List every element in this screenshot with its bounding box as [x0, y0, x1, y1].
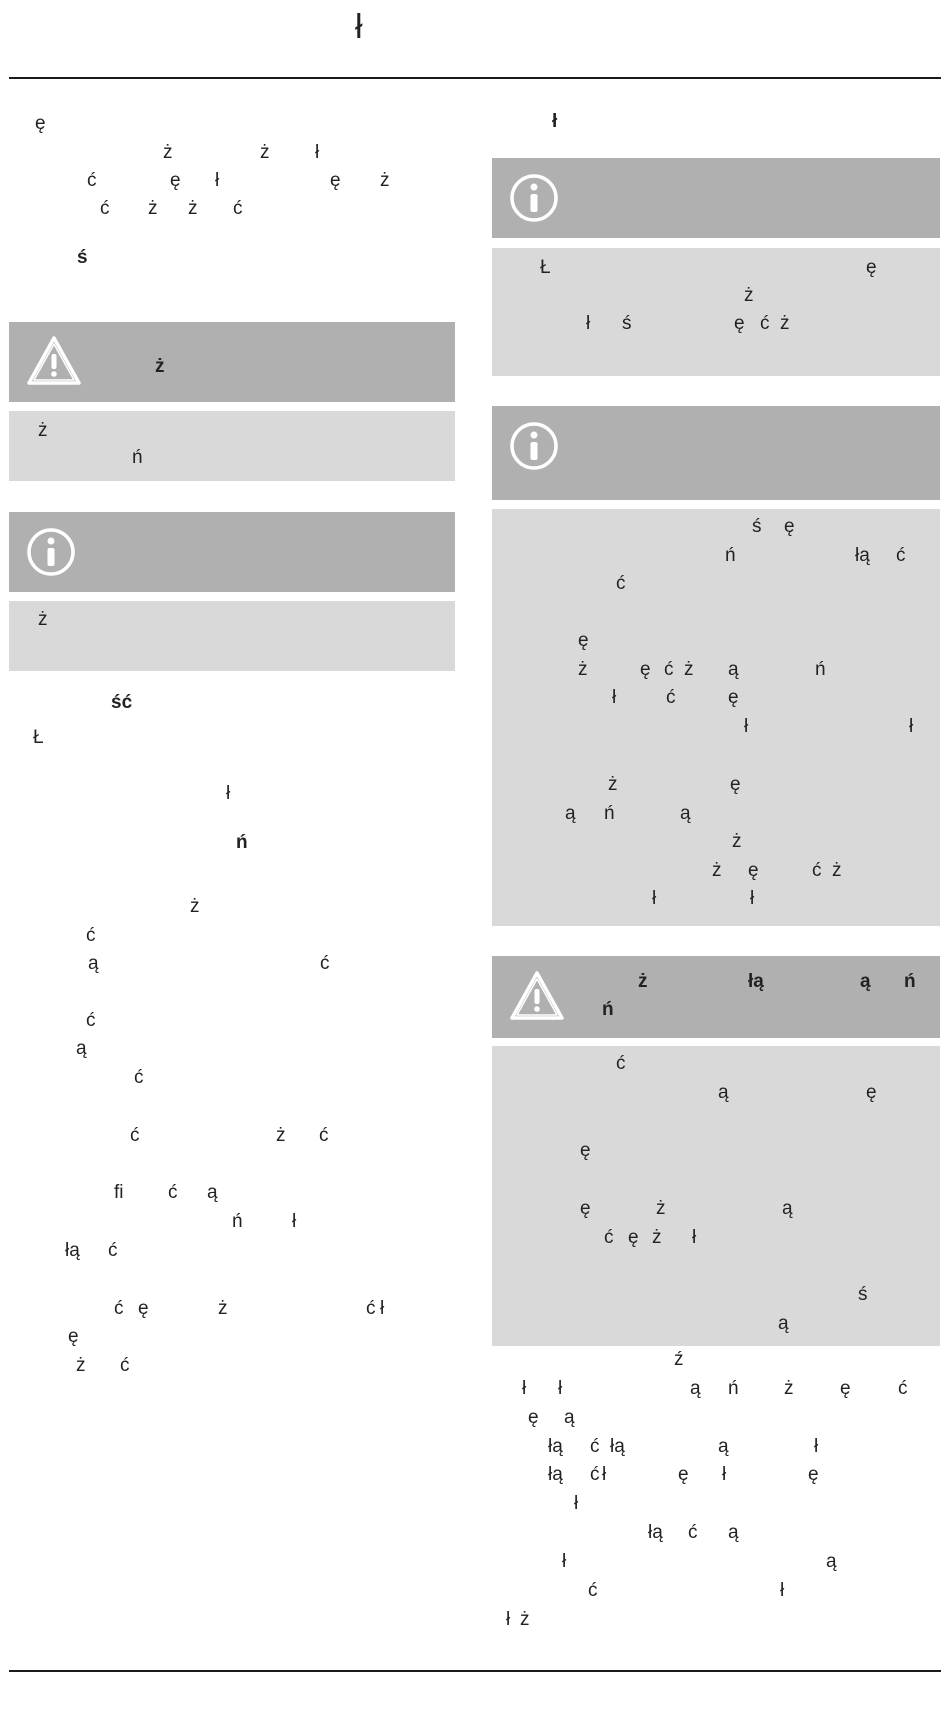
body-text-fragment: ł [380, 1298, 385, 1319]
info-text-fragment: ę [730, 774, 741, 795]
body-text-fragment: ą [88, 953, 99, 974]
info-text-fragment: ż [578, 659, 588, 680]
info-text-fragment: łą [855, 545, 870, 566]
warning-text-fragment: ę [866, 1082, 877, 1103]
intro-text-fragment: ł [215, 170, 220, 191]
page-header-glyph: ł [355, 8, 363, 46]
body-text-fragment: ł [506, 1609, 511, 1630]
info-text-fragment: ć [666, 687, 676, 708]
body-text-fragment: ń [728, 1378, 739, 1399]
intro-text-fragment: ć [233, 198, 243, 219]
body-text-fragment: łą [548, 1464, 563, 1485]
info-text-fragment: ń [815, 659, 826, 680]
body-text-fragment: ą [207, 1182, 218, 1203]
body-text-fragment: ć [134, 1067, 144, 1088]
info-text-fragment: ż [744, 285, 754, 306]
body-text-fragment: Ł [33, 727, 44, 748]
info-text-fragment: ł [744, 716, 749, 737]
info-text-fragment: Ł [540, 257, 551, 278]
warning-text-fragment: ę [580, 1140, 591, 1161]
intro-text-fragment: ć [87, 170, 97, 191]
warning-text-fragment: ć [604, 1227, 614, 1248]
warning-text-fragment: ń [132, 447, 143, 468]
info-text-fragment: ń [725, 545, 736, 566]
body-text-fragment: ą [826, 1551, 837, 1572]
body-text-fragment: ą [728, 1522, 739, 1543]
body-text-fragment: ż [276, 1125, 286, 1146]
info-text-fragment: ę [728, 687, 739, 708]
body-text-fragment: ć [114, 1298, 124, 1319]
warning-text-fragment: ż [38, 420, 48, 441]
body-text-fragment: ć [319, 1125, 329, 1146]
body-text-fragment: ę [678, 1464, 689, 1485]
header-rule [9, 77, 941, 79]
info-text-fragment: ś [622, 313, 632, 334]
body-text-fragment: ż [784, 1378, 794, 1399]
body-text-fragment: ź [674, 1349, 684, 1370]
intro-text-fragment: ż [380, 170, 390, 191]
info-text-fragment: ż [832, 860, 842, 881]
body-text-fragment: ć [108, 1240, 118, 1261]
info-text-fragment: ę [734, 313, 745, 334]
body-text-fragment: ł [558, 1378, 563, 1399]
body-text-fragment: ć [320, 953, 330, 974]
warning-text-fragment: ą [718, 1082, 729, 1103]
warning-box-header [9, 322, 455, 402]
info-text-fragment: ę [784, 516, 795, 537]
body-text-fragment: ą [76, 1038, 87, 1059]
info-text-fragment: ę [578, 630, 589, 651]
warning-triangle-icon [25, 334, 83, 388]
warning-text-fragment: ż [656, 1198, 666, 1219]
body-text-fragment: ć [590, 1436, 600, 1457]
body-text-fragment: ą [718, 1436, 729, 1457]
intro-text-fragment: ę [35, 113, 46, 134]
body-text-fragment: ż [190, 896, 200, 917]
info-text-fragment: ż [38, 609, 48, 630]
body-text-fragment: ć [588, 1580, 598, 1601]
info-circle-icon [509, 421, 559, 471]
body-text-fragment: ł [226, 783, 231, 804]
info-text-fragment: ć [896, 545, 906, 566]
info-text-fragment: ł [750, 888, 755, 909]
body-text-fragment: ć [688, 1522, 698, 1543]
info-text-fragment: ą [680, 803, 691, 824]
info-text-fragment: ć [616, 573, 626, 594]
info-text-fragment: ć [664, 659, 674, 680]
warning-title-fragment: ń [904, 971, 916, 992]
body-text-fragment: ł [814, 1436, 819, 1457]
info-text-fragment: ł [909, 716, 914, 737]
info-text-fragment: ń [604, 803, 615, 824]
info-text-fragment: ł [652, 888, 657, 909]
body-text-fragment: ż [520, 1609, 530, 1630]
info-box-body [9, 601, 455, 671]
warning-text-fragment: ć [616, 1053, 626, 1074]
body-text-fragment: ł [780, 1580, 785, 1601]
body-text-fragment: ł [602, 1464, 607, 1485]
body-text-fragment: ę [808, 1464, 819, 1485]
body-text-fragment: ż [76, 1355, 86, 1376]
warning-title-fragment: ą [860, 971, 871, 992]
warning-title-fragment: łą [748, 971, 764, 992]
warning-triangle-icon [508, 969, 566, 1023]
body-text-fragment: ń [232, 1211, 243, 1232]
intro-text-fragment: ę [330, 170, 341, 191]
intro-text-fragment: ż [188, 198, 198, 219]
warning-text-fragment: ę [628, 1227, 639, 1248]
body-text-fragment: ł [562, 1551, 567, 1572]
info-text-fragment: ż [608, 774, 618, 795]
info-text-fragment: ł [612, 687, 617, 708]
body-text-fragment: ę [68, 1326, 79, 1347]
body-text-fragment: ć [86, 1010, 96, 1031]
warning-text-fragment: ś [858, 1284, 868, 1305]
info-text-fragment: ę [866, 257, 877, 278]
body-text-fragment: fi [114, 1182, 124, 1203]
body-text-fragment: łą [65, 1240, 80, 1261]
warning-title-fragment: ń [602, 999, 614, 1020]
body-text-fragment: ł [292, 1211, 297, 1232]
info-text-fragment: ę [640, 659, 651, 680]
info-text-fragment: ż [684, 659, 694, 680]
intro-text-fragment: ł [315, 142, 320, 163]
body-text-fragment: ć [168, 1182, 178, 1203]
intro-text-fragment: ę [170, 170, 181, 191]
footer-rule [9, 1670, 941, 1672]
info-text-fragment: ś [752, 516, 762, 537]
intro-text-fragment: ż [163, 142, 173, 163]
info-circle-icon [509, 173, 559, 223]
body-text-fragment: ą [690, 1378, 701, 1399]
body-text-fragment: łą [610, 1436, 625, 1457]
warning-box-right-header [492, 956, 940, 1038]
body-text-fragment: ć [366, 1298, 376, 1319]
body-text-fragment: ę [528, 1407, 539, 1428]
body-text-fragment: ę [138, 1298, 149, 1319]
info-text-fragment: ć [760, 313, 770, 334]
body-text-fragment: ł [574, 1493, 579, 1514]
body-text-fragment: ł [722, 1464, 727, 1485]
body-text-fragment: ć [130, 1125, 140, 1146]
info-box-2-header [492, 406, 940, 500]
body-text-fragment: ł [522, 1378, 527, 1399]
body-text-fragment: ć [86, 925, 96, 946]
info-text-fragment: ż [712, 860, 722, 881]
info-text-fragment: ż [732, 831, 742, 852]
info-text-fragment: ż [780, 313, 790, 334]
warning-text-fragment: ą [778, 1313, 789, 1334]
body-text-fragment: łą [548, 1436, 563, 1457]
warning-text-fragment: ż [652, 1227, 662, 1248]
body-text-fragment: ż [218, 1298, 228, 1319]
info-text-fragment: ę [748, 860, 759, 881]
info-text-fragment: ą [565, 803, 576, 824]
info-text-fragment: ć [812, 860, 822, 881]
body-text-fragment: łą [648, 1522, 663, 1543]
section-heading: ł [552, 111, 558, 132]
warning-title-fragment: ż [638, 971, 648, 992]
warning-box-title: ż [155, 356, 165, 377]
body-text-fragment: ę [840, 1378, 851, 1399]
intro-text-fragment: ż [260, 142, 270, 163]
intro-text-fragment: ż [148, 198, 158, 219]
info-text-fragment: ł [586, 313, 591, 334]
intro-text-fragment: ć [100, 198, 110, 219]
info-circle-icon [26, 527, 76, 577]
warning-text-fragment: ł [692, 1227, 697, 1248]
body-text-fragment: ą [564, 1407, 575, 1428]
body-text-fragment: ń [236, 832, 248, 853]
section-heading: ś [77, 247, 88, 268]
warning-text-fragment: ą [782, 1198, 793, 1219]
warning-text-fragment: ę [580, 1198, 591, 1219]
info-box-1-header [492, 158, 940, 238]
body-text-fragment: ć [590, 1464, 600, 1485]
info-box-header [9, 512, 455, 592]
body-text-fragment: ć [120, 1355, 130, 1376]
body-text-fragment: ść [111, 692, 133, 713]
body-text-fragment: ć [898, 1378, 908, 1399]
warning-box-body [9, 411, 455, 481]
info-text-fragment: ą [728, 659, 739, 680]
